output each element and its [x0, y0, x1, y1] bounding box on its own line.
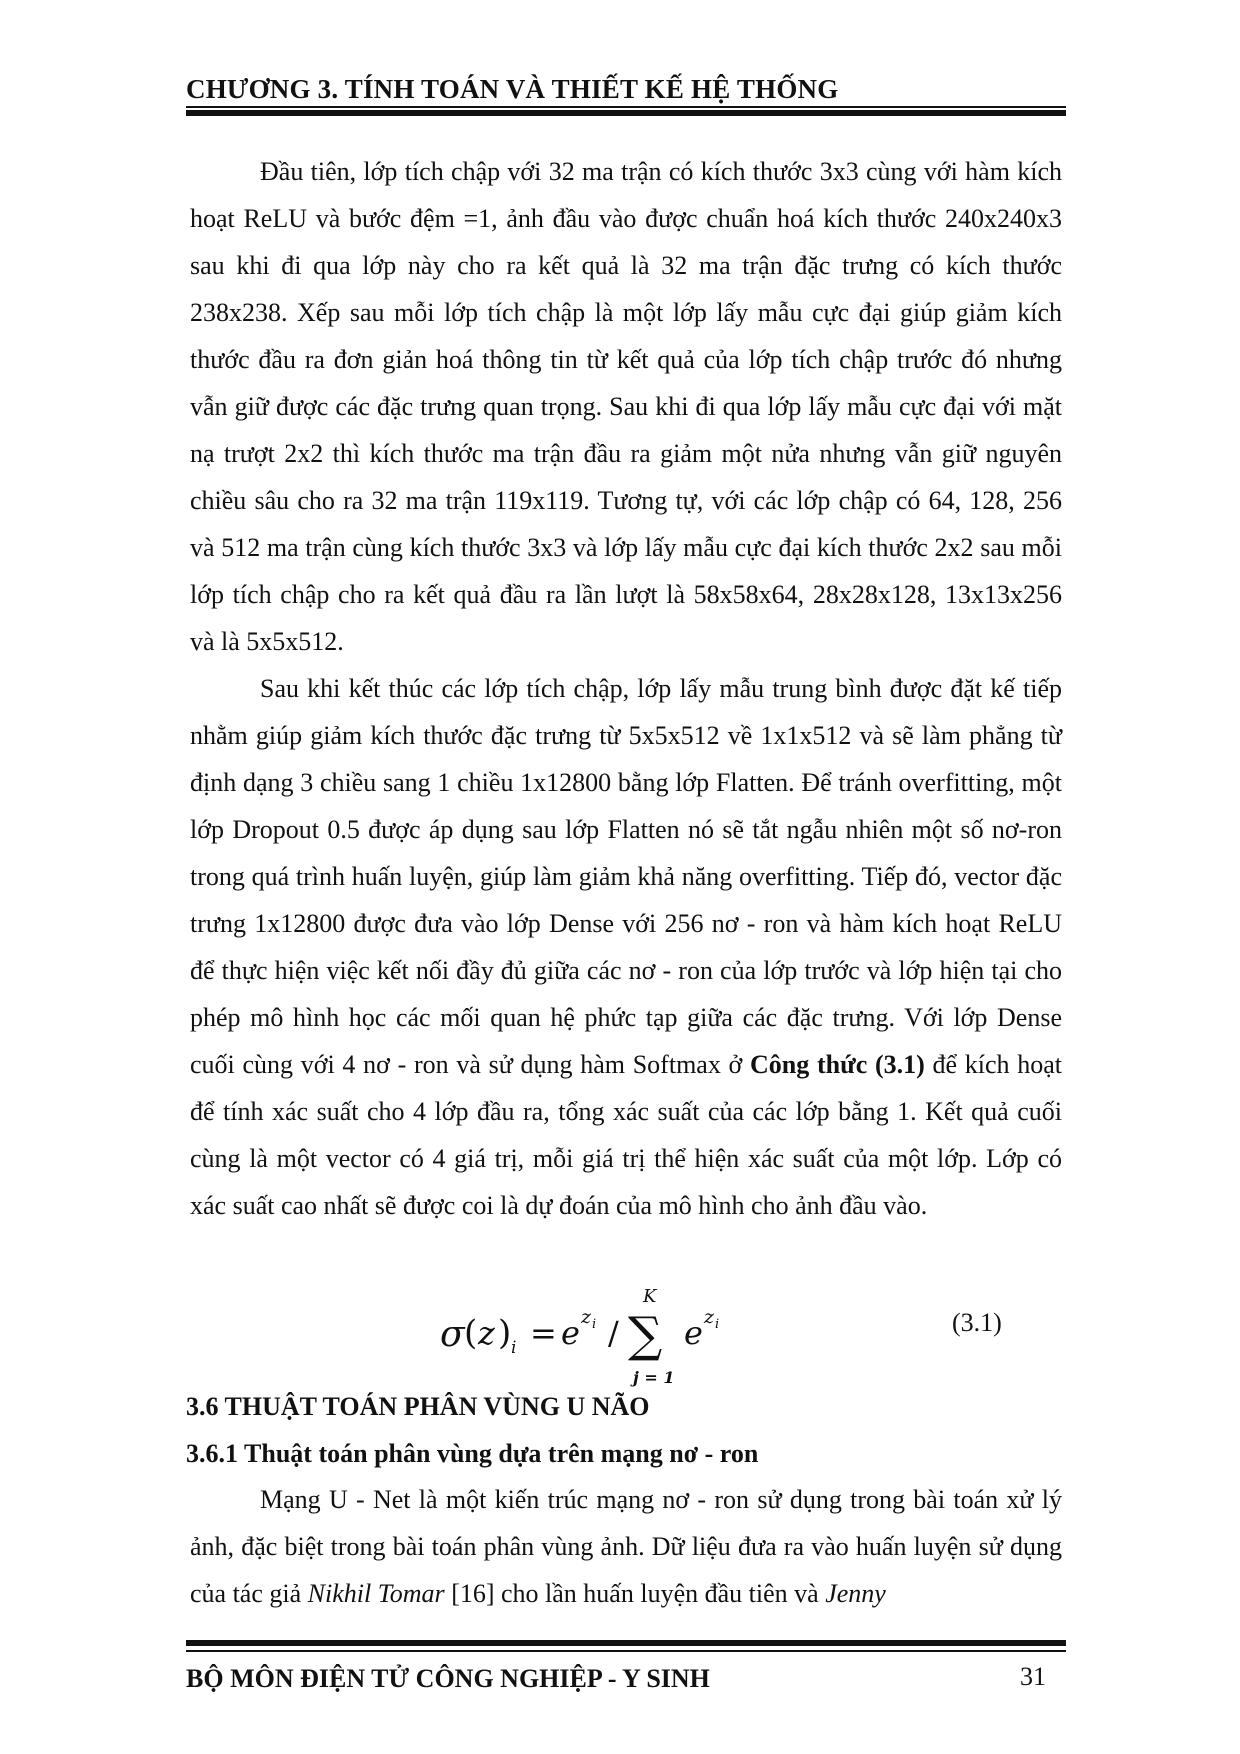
softmax-equation: [440, 1286, 740, 1396]
eq-exponent-z: z: [581, 1306, 592, 1328]
eq-exponent-z: z: [704, 1306, 715, 1328]
chapter-header: CHƯƠNG 3. TÍNH TOÁN VÀ THIẾT KẾ HỆ THỐNG: [186, 74, 839, 104]
header-rule-thin: [186, 106, 1066, 108]
equation-number: (3.1): [952, 1308, 1002, 1337]
footer-rule-thin: [186, 1650, 1066, 1652]
eq-exponent-i: i: [715, 1317, 720, 1332]
eq-sigma: σ: [440, 1314, 465, 1355]
body-text-upper: [190, 148, 1062, 1229]
eq-close-paren: ): [498, 1313, 512, 1353]
footer-rule-thick: [186, 1640, 1066, 1646]
eq-lower-limit: j = 1: [633, 1368, 675, 1387]
formula-reference: Công thức (3.1): [750, 1050, 925, 1079]
body-text-lower: [190, 1476, 1062, 1617]
header-rule-thick: [186, 110, 1066, 116]
subsection-heading: 3.6.1 Thuật toán phân vùng dựa trên mạng nơ - ron: [186, 1439, 759, 1468]
author-name: Nikhil Tomar: [307, 1579, 445, 1608]
page-number: 31: [1020, 1662, 1046, 1691]
eq-e-numerator: e: [561, 1314, 580, 1352]
paragraph-dense-layers: [190, 665, 1062, 1229]
footer-department: BỘ MÔN ĐIỆN TỬ CÔNG NGHIỆP - Y SINH: [186, 1664, 710, 1693]
eq-e-denominator: e: [684, 1314, 703, 1352]
paragraph-text: Mạng U - Net là một kiến trúc mạng nơ - ron sử dụng trong bài toán xử lý ảnh, đặc biệt trong bài toán phân vùng ảnh. Dữ liệu đưa ra vào huấn luyện sử dụng của tác giả: [190, 1485, 1062, 1608]
paragraph-cnn-layers: Đầu tiên, lớp tích chập với 32 ma trận có kích thước 3x3 cùng với hàm kích hoạt ReLU và bước đệm =1, ảnh đầu vào được chuẩn hoá kích thước 240x240x3 sau khi đi qua lớp này cho ra kết quả là 32 ma trận đặc trưng có kích thước 238x238. Xếp sau mỗi lớp tích chập là một lớp lấy mẫu cực đại giúp giảm kích thước đầu ra đơn giản hoá thông tin từ kết quả của lớp tích chập trước đó nhưng vẫn giữ được các đặc trưng quan trọng. Sau khi đi qua lớp lấy mẫu cực đại với mặt nạ trượt 2x2 thì kích thước ma trận đầu ra giảm một nửa nhưng vẫn giữ nguyên chiều sâu cho ra 32 ma trận 119x119. Tương tự, với các lớp chập có 64, 128, 256 và 512 ma trận cùng kích thước 3x3 và lớp lấy mẫu cực đại kích thước 2x2 sau mỗi lớp tích chập cho ra kết quả đầu ra lần lượt là 58x58x64, 28x28x128, 13x13x256 và là 5x5x512.: [190, 157, 1062, 656]
paragraph-unet: [190, 1476, 1062, 1617]
eq-equals: =: [530, 1314, 557, 1352]
eq-z: z: [478, 1314, 495, 1352]
paragraph-text: để kích hoạt để tính xác suất cho 4 lớp đầu ra, tổng xác suất của các lớp bằng 1. Kết quả cuối cùng là một vector có 4 giá trị, mỗi giá trị thể hiện xác suất của một lớp. Lớp có xác suất cao nhất sẽ được coi là dự đoán của mô hình cho ảnh đầu vào.: [190, 1050, 1062, 1220]
eq-exponent-i: i: [592, 1317, 597, 1332]
author-name: Jenny: [825, 1579, 886, 1608]
paragraph-text: Sau khi kết thúc các lớp tích chập, lớp lấy mẫu trung bình được đặt kế tiếp nhằm giúp giảm kích thước đặc trưng từ 5x5x512 về 1x1x512 và sẽ làm phẳng từ định dạng 3 chiều sang 1 chiều 1x12800 bằng lớp Flatten. Để tránh overfitting, một lớp Dropout 0.5 được áp dụng sau lớp Flatten nó sẽ tắt ngẫu nhiên một số nơ-ron trong quá trình huấn luyện, giúp làm giảm khả năng overfitting. Tiếp đó, vector đặc trưng 1x12800 được đưa vào lớp Dense với 256 nơ - ron và hàm kích hoạt ReLU để thực hiện việc kết nối đầy đủ giữa các nơ - ron của lớp trước và lớp hiện tại cho phép mô hình học các mối quan hệ phức tạp giữa các đặc trưng. Với lớp Dense cuối cùng với 4 nơ - ron và sử dụng hàm Softmax ở: [190, 674, 1062, 1079]
eq-summation: ∑: [628, 1307, 663, 1363]
section-heading: 3.6 THUẬT TOÁN PHÂN VÙNG U NÃO: [186, 1392, 650, 1421]
eq-upper-limit: K: [643, 1286, 657, 1307]
eq-slash: /: [608, 1314, 619, 1352]
paragraph-text: [16] cho lần huấn luyện đầu tiên và: [444, 1579, 826, 1608]
eq-open-paren: (: [464, 1313, 478, 1353]
eq-subscript-i: i: [511, 1338, 517, 1358]
